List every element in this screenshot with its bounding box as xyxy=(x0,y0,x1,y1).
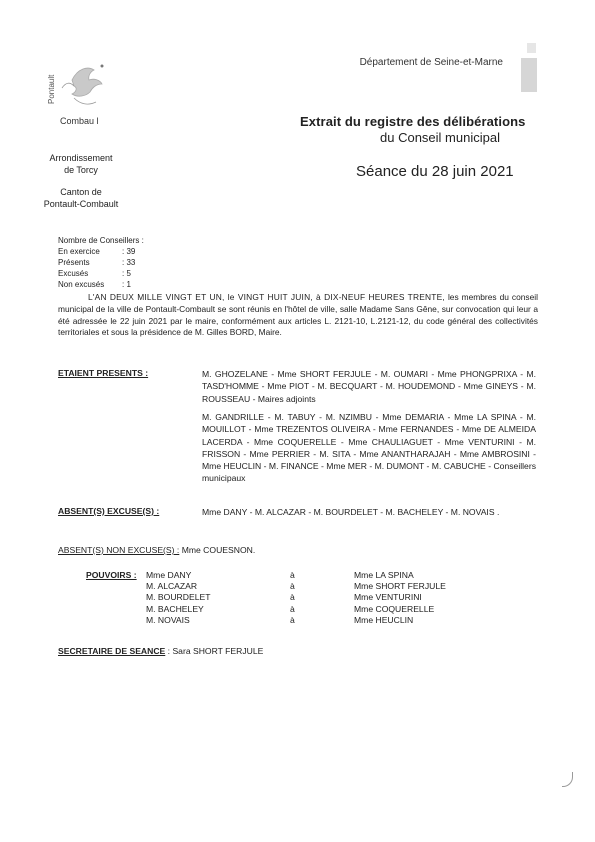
intro-body: les membres du conseil municipal de la ville de Pontault-Combault se sont réunis en l'hôtel de ville, salle Madame Sans Gêne, sur convocation qui leur a été adressée le 22 juin 2021 par le maire, conformément aux articles L. 2121-10, L.2121-12, du code général des collectivités territoriales et sous la présidence de M. Gilles BORD, Maire. xyxy=(58,292,538,338)
proxy-word: à xyxy=(290,581,295,592)
bird-logo-icon xyxy=(44,58,110,120)
proxy-from: M. BACHELEY xyxy=(146,603,204,614)
canton-line: Canton de xyxy=(60,187,102,197)
secretaire-de-seance xyxy=(58,646,263,656)
count-label: Présents xyxy=(58,258,90,267)
absents-non-excuses xyxy=(58,545,255,555)
secretaire-name: : Sara SHORT FERJULE xyxy=(167,646,264,656)
presents-conseillers: M. GANDRILLE - M. TABUY - M. NZIMBU - Mme DEMARIA - Mme LA SPINA - M. MOUILLOT - Mme TREZENTOS OLIVEIRA - Mme FERNANDES - Mme DE ALMEIDA LACERDA - Mme COQUERELLE - Mme CHAULIAGUET - Mme VENTURINI - M. FRISSON - Mme PERRIER - M. SITA - Mme ANANTHARAJAH - Mme AMBROSINI - Mme HEUCLIN - M. FINANCE - Mme MER - M. DUMONT - M. CABUCHE - Conseillers municipaux xyxy=(202,412,536,484)
count-label: En exercice xyxy=(58,247,100,256)
proxy-to: Mme SHORT FERJULE xyxy=(354,581,446,592)
proxy-to: Mme LA SPINA xyxy=(354,570,414,580)
pouvoirs-label: POUVOIRS : xyxy=(86,570,137,580)
proxy-row xyxy=(146,570,446,581)
proxy-word: à xyxy=(290,614,295,625)
presents-label: ETAIENT PRESENTS : xyxy=(58,368,149,378)
proxy-from: Mme DANY xyxy=(146,570,192,580)
absents-excuses-names: Mme DANY - M. ALCAZAR - M. BOURDELET - M. BACHELEY - M. NOVAIS . xyxy=(202,507,500,517)
proxy-to: Mme VENTURINI xyxy=(354,592,422,603)
proxy-from: M. BOURDELET xyxy=(146,592,211,603)
proxy-word: à xyxy=(290,603,295,614)
canton-block xyxy=(22,186,140,210)
arrondissement-block xyxy=(22,152,140,176)
count-row xyxy=(58,279,144,290)
absents-non-excuses-label: ABSENT(S) NON EXCUSE(S) : xyxy=(58,545,180,555)
count-label: Excusés xyxy=(58,269,89,278)
count-value: : 1 xyxy=(122,280,131,289)
proxy-from: M. NOVAIS xyxy=(146,614,190,625)
logo-text: Combau l xyxy=(60,116,99,126)
session-date: Séance du 28 juin 2021 xyxy=(356,163,514,180)
count-row xyxy=(58,246,144,257)
document-subtitle: du Conseil municipal xyxy=(380,130,500,145)
intro-paragraph xyxy=(58,292,538,339)
proxy-row xyxy=(146,592,446,603)
scan-mark xyxy=(521,58,537,92)
count-row xyxy=(58,268,144,279)
count-value: : 5 xyxy=(122,269,131,278)
count-value: : 33 xyxy=(122,258,136,267)
intro-caps: L'AN DEUX MILLE VINGT ET UN, le VINGT HUIT JUIN, à DIX-NEUF HEURES TRENTE, xyxy=(88,292,445,302)
proxy-row xyxy=(146,615,446,626)
councillor-counts xyxy=(58,235,144,290)
proxy-to: Mme HEUCLIN xyxy=(354,614,414,625)
proxy-word: à xyxy=(290,592,295,603)
counts-heading: Nombre de Conseillers : xyxy=(58,236,144,245)
presents-adjoints: M. GHOZELANE - Mme SHORT FERJULE - M. OUMARI - Mme PHONGPRIXA - M. TASD'HOMME - Mme PIOT - M. BECQUART - M. HOUDEMOND - Mme GINEYS - M. ROUSSEAU - Maires adjoints xyxy=(202,369,536,404)
proxy-word: à xyxy=(290,570,295,580)
logo-vertical-text: Pontault xyxy=(47,74,56,104)
count-label: Non excusés xyxy=(58,280,105,289)
scan-mark xyxy=(527,43,536,53)
proxy-row xyxy=(146,581,446,592)
count-value: : 39 xyxy=(122,247,136,256)
proxy-row xyxy=(146,604,446,615)
city-logo xyxy=(44,58,110,120)
canton-line: Pontault-Combault xyxy=(43,199,119,209)
absents-excuses-label: ABSENT(S) EXCUSE(S) : xyxy=(58,506,160,516)
page-corner-mark xyxy=(562,772,573,787)
proxy-from: M. ALCAZAR xyxy=(146,581,198,592)
arrondissement-line: Arrondissement xyxy=(49,153,113,163)
count-row xyxy=(58,257,144,268)
absents-non-excuses-names: Mme COUESNON. xyxy=(181,545,256,555)
department-label: Département de Seine-et-Marne xyxy=(359,57,503,68)
arrondissement-line: de Torcy xyxy=(64,165,98,175)
secretaire-label: SECRETAIRE DE SEANCE xyxy=(58,646,166,656)
pouvoirs-list xyxy=(146,570,446,626)
document-title: Extrait du registre des délibérations xyxy=(300,114,526,129)
proxy-to: Mme COQUERELLE xyxy=(354,603,435,614)
